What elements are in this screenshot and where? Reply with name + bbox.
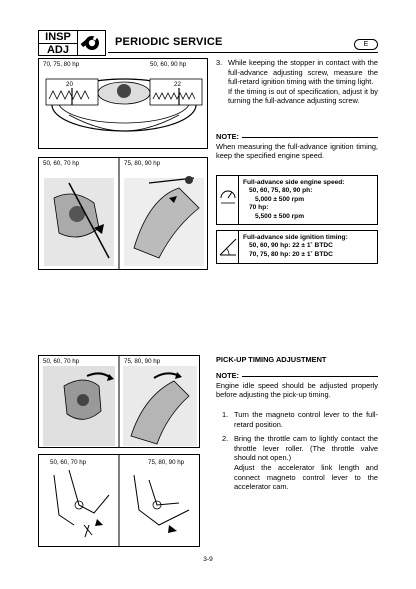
spec-value: 5,500 ± 500 rpm — [255, 212, 305, 220]
figure-label-right: 75, 80, 90 hp — [124, 358, 161, 365]
section-title: PICK-UP TIMING ADJUSTMENT — [216, 355, 327, 364]
insp-adj-badge — [38, 30, 78, 56]
figure-label-right: 75, 80, 90 hp — [124, 160, 161, 167]
magneto-lever-illustration — [39, 356, 200, 448]
step-3 — [216, 58, 378, 106]
spec-title: Full-advance side ignition timing: — [243, 234, 348, 241]
step-number: 2. — [222, 434, 229, 444]
figure-label-left: 50, 60, 70 hp — [43, 160, 80, 167]
step-2 — [222, 434, 378, 492]
step-text: While keeping the stopper in contact with the full-advance adjusting screw, measure the full-retard ignition timing with the timing light. — [228, 58, 378, 87]
header-rule — [108, 52, 378, 53]
spec-title: Full-advance side engine speed: — [243, 179, 345, 186]
tachometer-icon — [217, 176, 239, 224]
note-label: NOTE: — [216, 132, 239, 141]
timing-gauge-icon — [217, 231, 239, 263]
note-block-1 — [216, 132, 378, 161]
note-block-2 — [216, 371, 378, 400]
throttle-cam-illustration — [39, 455, 200, 547]
figure-advance-screw — [38, 157, 208, 270]
spec-box-ignition-timing — [216, 230, 378, 264]
step-text: Turn the magneto control lever to the full-retard position. — [234, 410, 378, 429]
note-heading — [216, 371, 378, 381]
figure-label-right: 75, 80, 90 hp — [148, 459, 185, 466]
step-number: 3. — [216, 58, 223, 67]
steps-block — [222, 410, 378, 492]
language-badge: E — [354, 39, 378, 50]
step-text-continued: Adjust the accelerator link length and connect magneto control lever to the accelerator cam. — [234, 462, 378, 492]
spec-line: 70 hp: — [249, 204, 269, 212]
adj-label: ADJ — [46, 44, 69, 56]
note-heading — [216, 132, 378, 142]
note-text: Engine idle speed should be adjusted properly before adjusting the pick-up timing. — [216, 380, 378, 400]
step-3-block — [216, 58, 378, 106]
spec-value: 70, 75, 80 hp: 20 ± 1˚ BTDC — [249, 250, 333, 258]
figure-label-left: 70, 75, 80 hp — [43, 61, 80, 68]
figure-label-left: 50, 60, 70 hp — [50, 459, 87, 466]
flywheel-illustration — [39, 59, 208, 149]
figure-label-left: 50, 60, 70 hp — [43, 358, 80, 365]
figure-timing-flywheel — [38, 58, 208, 149]
figure-magneto-lever — [38, 355, 200, 448]
note-text: When measuring the full-advance ignition timing, keep the specified engine speed. — [216, 141, 378, 161]
insp-label: INSP — [39, 31, 77, 44]
advance-screw-illustration — [39, 158, 208, 270]
spec-value: 5,000 ± 500 rpm — [255, 195, 305, 203]
timing-mark-right: 22 — [174, 81, 181, 88]
timing-mark-left: 20 — [66, 81, 73, 88]
figure-throttle-cam — [38, 454, 200, 547]
spec-line: 50, 60, 75, 80, 90 ph: — [249, 187, 313, 195]
step-number: 1. — [222, 410, 229, 419]
note-label: NOTE: — [216, 371, 239, 380]
spec-value: 50, 60, 90 hp: 22 ± 1˚ BTDC — [249, 242, 333, 250]
page-title: PERIODIC SERVICE — [115, 36, 223, 48]
wrench-icon — [78, 30, 106, 56]
spec-box-engine-speed — [216, 175, 378, 225]
page-header — [38, 30, 378, 56]
step-text-continued: If the timing is out of specification, adjust it by turning the full-advance adjusting screw. — [228, 86, 378, 106]
figure-label-right: 50, 60, 90 hp — [150, 61, 187, 68]
step-1 — [222, 410, 378, 429]
step-text: Bring the throttle cam to lightly contact the throttle lever roller. (The throttle valve should not open.) — [234, 434, 378, 463]
page-number: 3-9 — [203, 556, 213, 563]
